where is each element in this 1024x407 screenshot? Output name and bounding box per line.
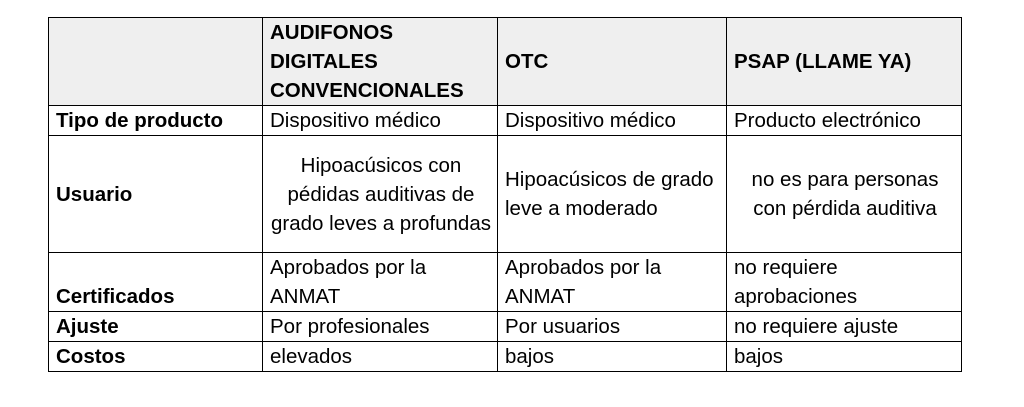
- table-row-costos: [49, 342, 962, 372]
- cell-usuario-audifonos: Hipoacúsicos con pédidas auditivas de grado leves a profundas: [263, 136, 498, 253]
- header-psap: PSAP (LLAME YA): [727, 18, 962, 106]
- cell-cert-otc: Aprobados por la ANMAT: [498, 253, 727, 312]
- cell-costos-psap: bajos: [727, 342, 962, 372]
- cell-tipo-otc: Dispositivo médico: [498, 106, 727, 136]
- header-corner-cell: [49, 18, 263, 106]
- table-row-usuario: [49, 136, 962, 253]
- cell-tipo-psap: Producto electrónico: [727, 106, 962, 136]
- comparison-table: [48, 17, 962, 372]
- cell-usuario-psap: no es para personas con pérdida auditiva: [727, 136, 962, 253]
- cell-tipo-audifonos: Dispositivo médico: [263, 106, 498, 136]
- cell-costos-otc: bajos: [498, 342, 727, 372]
- cell-cert-psap: no requiere aprobaciones: [727, 253, 962, 312]
- table-row-certificados: [49, 253, 962, 312]
- cell-costos-audifonos: elevados: [263, 342, 498, 372]
- row-label-costos: Costos: [49, 342, 263, 372]
- row-label-ajuste: Ajuste: [49, 312, 263, 342]
- header-otc: OTC: [498, 18, 727, 106]
- table-row-ajuste: [49, 312, 962, 342]
- table-row-tipo: [49, 106, 962, 136]
- cell-ajuste-psap: no requiere ajuste: [727, 312, 962, 342]
- row-label-certificados: Certificados: [49, 253, 263, 312]
- cell-usuario-otc: Hipoacúsicos de grado leve a moderado: [498, 136, 727, 253]
- cell-cert-audifonos: Aprobados por la ANMAT: [263, 253, 498, 312]
- row-label-usuario: Usuario: [49, 136, 263, 253]
- cell-ajuste-otc: Por usuarios: [498, 312, 727, 342]
- header-audifonos: AUDIFONOS DIGITALES CONVENCIONALES: [263, 18, 498, 106]
- header-row: [49, 18, 962, 106]
- row-label-tipo: Tipo de producto: [49, 106, 263, 136]
- cell-ajuste-audifonos: Por profesionales: [263, 312, 498, 342]
